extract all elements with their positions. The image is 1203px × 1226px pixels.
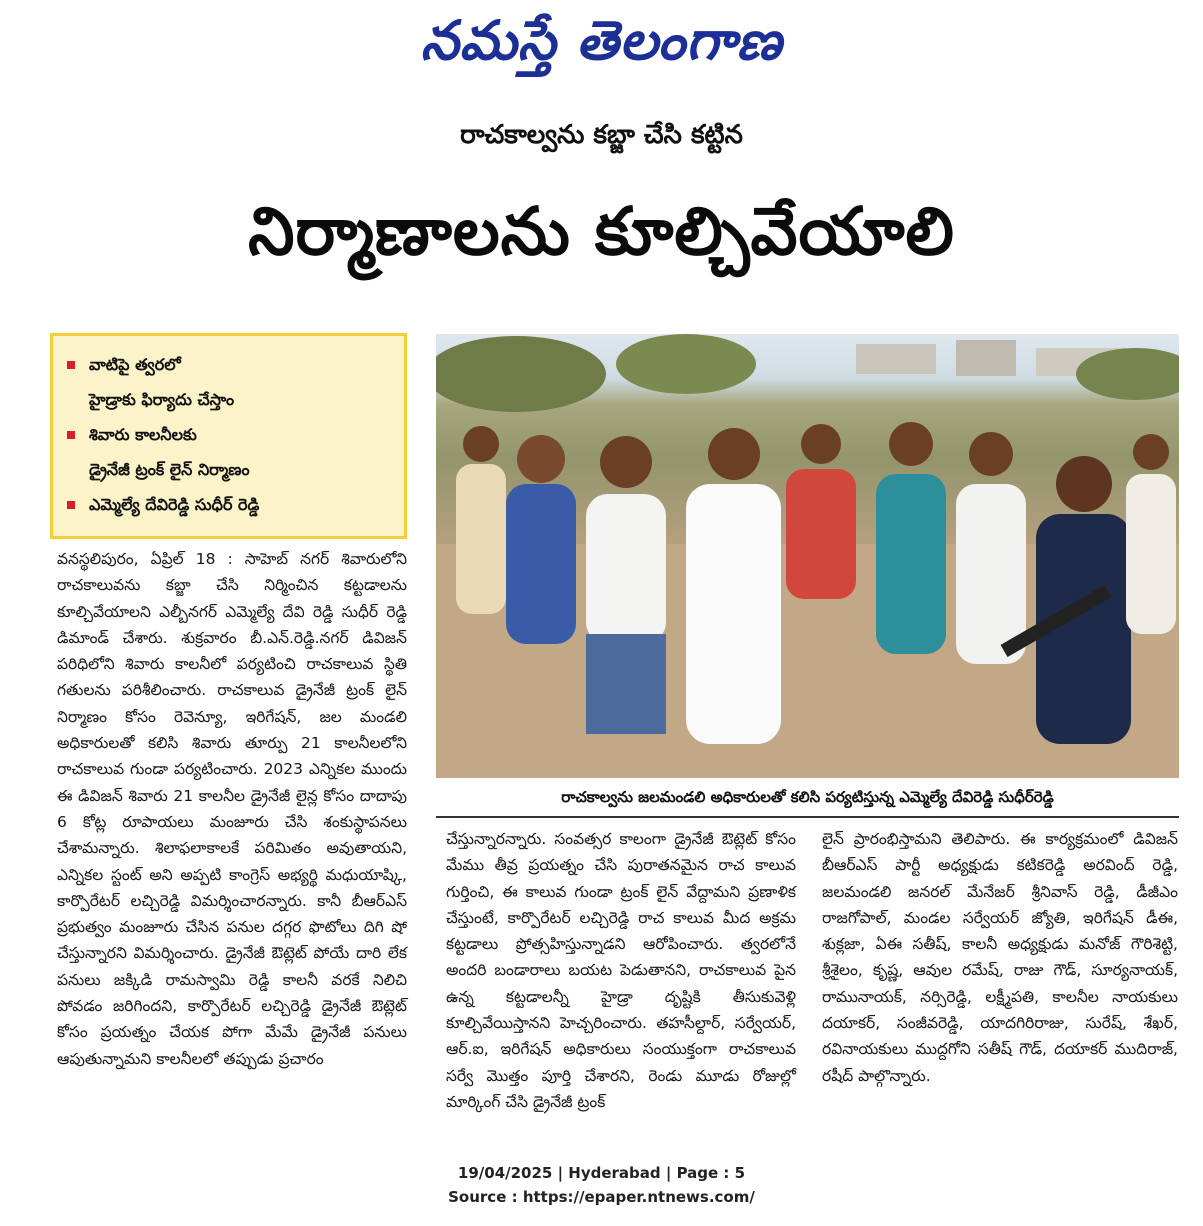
bullet-icon [67, 501, 75, 509]
page-footer [0, 1161, 1203, 1209]
highlight-text-continued: హైడ్రాకు ఫిర్యాదు చేస్తాం [89, 390, 235, 409]
highlight-item [67, 418, 396, 452]
kicker-headline: రాచకాల్వను కబ్జా చేసి కట్టిన [460, 120, 743, 150]
masthead-logo: నమస్తే తెలంగాణ [420, 8, 783, 72]
bullet-icon [67, 431, 75, 439]
main-headline: నిర్మాణాలను కూల్చివేయాలి [248, 193, 955, 270]
news-photo [436, 334, 1179, 778]
highlight-text: ఎమ్మెల్యే దేవిరెడ్డి సుధీర్ రెడ్డి [89, 495, 260, 514]
photo-illustration [436, 334, 1179, 778]
highlight-text: వాటిపై త్వరలో [89, 355, 181, 374]
highlights-box [50, 333, 407, 539]
photo-caption: రాచకాల్వను జలమండలి అధికారులతో కలిసి పర్యటిస్తున్న ఎమ్మెల్యే దేవిరెడ్డి సుధీర్‌రెడ్డి [436, 778, 1179, 818]
footer-dateline: 19/04/2025 | Hyderabad | Page : 5 [457, 1164, 746, 1182]
footer-source-link[interactable]: Source : https://epaper.ntnews.com/ [448, 1188, 755, 1206]
article-column-3: లైన్ ప్రారంభిస్తామని తెలిపారు. ఈ కార్యక్రమంలో డివిజన్ బీఆర్ఎస్ పార్టీ అధ్యక్షుడు కటికరెడ్డి అరవింద్ రెడ్డి, జలమండలి జనరల్ మేనేజర్ శ్రీనివాస్ రెడ్డి, డీజీఎం రాజగోపాల్, మండల సర్వేయర్ జ్యోతి, ఇరిగేషన్ డీఈ, శుక్లజా, ఏఈ సతీష్, కాలనీ అధ్యక్షుడు మనోజ్ గౌరిశెట్టి, శ్రీశైలం, కృష్ణ, ఆవుల రమేష్, రాజు గౌడ్, సూర్యనాయక్, రామునాయక్, నర్సిరెడ్డి, లక్ష్మీపతి, కాలనీల నాయకులు దయాకర్, సంజీవరెడ్డి, యాదగిరిరాజు, సురేష్, శేఖర్, రవినాయకులు ముద్దగోని సతీష్ గౌడ్, దయాకర్ ముదిరాజ్, రషీద్ పాల్గొన్నారు. [822, 830, 1178, 1085]
highlight-item [67, 488, 396, 522]
article-column-1: వనస్థలిపురం, ఏప్రిల్ 18 : సాహెబ్ నగర్ శివారులోని రాచకాలువను కబ్జా చేసి నిర్మించిన కట్టడాలను కూల్చివేయాలని ఎల్బీనగర్ ఎమ్మెల్యే దేవి రెడ్డి సుధీర్ రెడ్డి డిమాండ్ చేశారు. శుక్రవారం బీ.ఎన్.రెడ్డి.నగర్ డివిజన్ పరిధిలోని శివారు కాలనీలో పర్యటించి రాచకాలువ స్థితి గతులను పరిశీలించారు. రాచకాలువ డ్రైనేజీ ట్రంక్ లైన్ నిర్మాణం కోసం రెవెన్యూ, ఇరిగేషన్, జల మండలి అధికారులతో కలిసి శివారు తూర్పు 21 కాలనీలలోని రాచకాలువ గుండా పర్యటించారు. 2023 ఎన్నికల ముందు ఈ డివిజన్ శివారు 21 కాలనీల డ్రైనేజీ లైన్ల కోసం దాదాపు 6 కోట్ల రూపాయలు మంజూరు చేసి శంకుస్థాపనలు చేశామన్నారు. శిలాఫలాకాలకే పరిమితం అవుతాయని, ఎన్నికల స్టంట్ అని అప్పటి కాంగ్రెస్ అభ్యర్థి మధుయాష్కి, కార్పొరేటర్ లచ్చిరెడ్డి విమర్శించారన్నారు. కానీ బీఆర్ఎస్ ప్రభుత్వం మంజూరు చేసిన పనుల దగ్గర ఫొటోలు దిగి షో చేస్తున్నారని విమర్శించారు. డ్రైనేజీ ఔట్లెట్ పోయే దారి లేక పనులు జక్కిడి రామస్వామి రెడ్డి కాలనీ వరకే నిలిచి పోవడం జరిగిందని, కార్పొరేటర్ లచ్చిరెడ్డి డ్రైనేజీ ఔట్లెట్ కోసం ప్రయత్నం చేయక పోగా మేమే డ్రైనేజీ పనులు ఆపుతున్నామని కాలనీలలో తప్పుడు ప్రచారం [57, 550, 407, 1068]
highlight-item [67, 348, 396, 382]
highlight-text-continued: డ్రైనేజీ ట్రంక్ లైన్ నిర్మాణం [89, 460, 250, 479]
bullet-icon [67, 361, 75, 369]
highlight-text: శివారు కాలనీలకు [89, 425, 197, 444]
article-column-2: చేస్తున్నారన్నారు. సంవత్సర కాలంగా డ్రైనేజీ ఔట్లెట్ కోసం మేము తీవ్ర ప్రయత్నం చేసి పురాతనమైన రాచ కాలువ గుర్తించి, ఈ కాలువ గుండా ట్రంక్ లైన్ వేద్దామని ప్రణాళిక చేస్తుంటే, కార్పొరేటర్ లచ్చిరెడ్డి రాచ కాలువ మీద అక్రమ కట్టడాలు ప్రోత్సహిస్తున్నాడని ఆరోపించారు. త్వరలోనే అందరి బండారాలు బయట పెడుతానని, రాచకాలువ పైన ఉన్న కట్టడాలన్నీ హైడ్రా దృష్టికి తీసుకువెళ్లి కూల్చివేయిస్తానని హెచ్చరించారు. తహసీల్దార్, సర్వేయర్, ఆర్.ఐ, ఇరిగేషన్ అధికారులు సంయుక్తంగా రాచకాలువ సర్వే మొత్తం పూర్తి చేశారని, రెండు మూడు రోజుల్లో మార్కింగ్ చేసి డ్రైనేజీ ట్రంక్ [446, 830, 796, 1111]
